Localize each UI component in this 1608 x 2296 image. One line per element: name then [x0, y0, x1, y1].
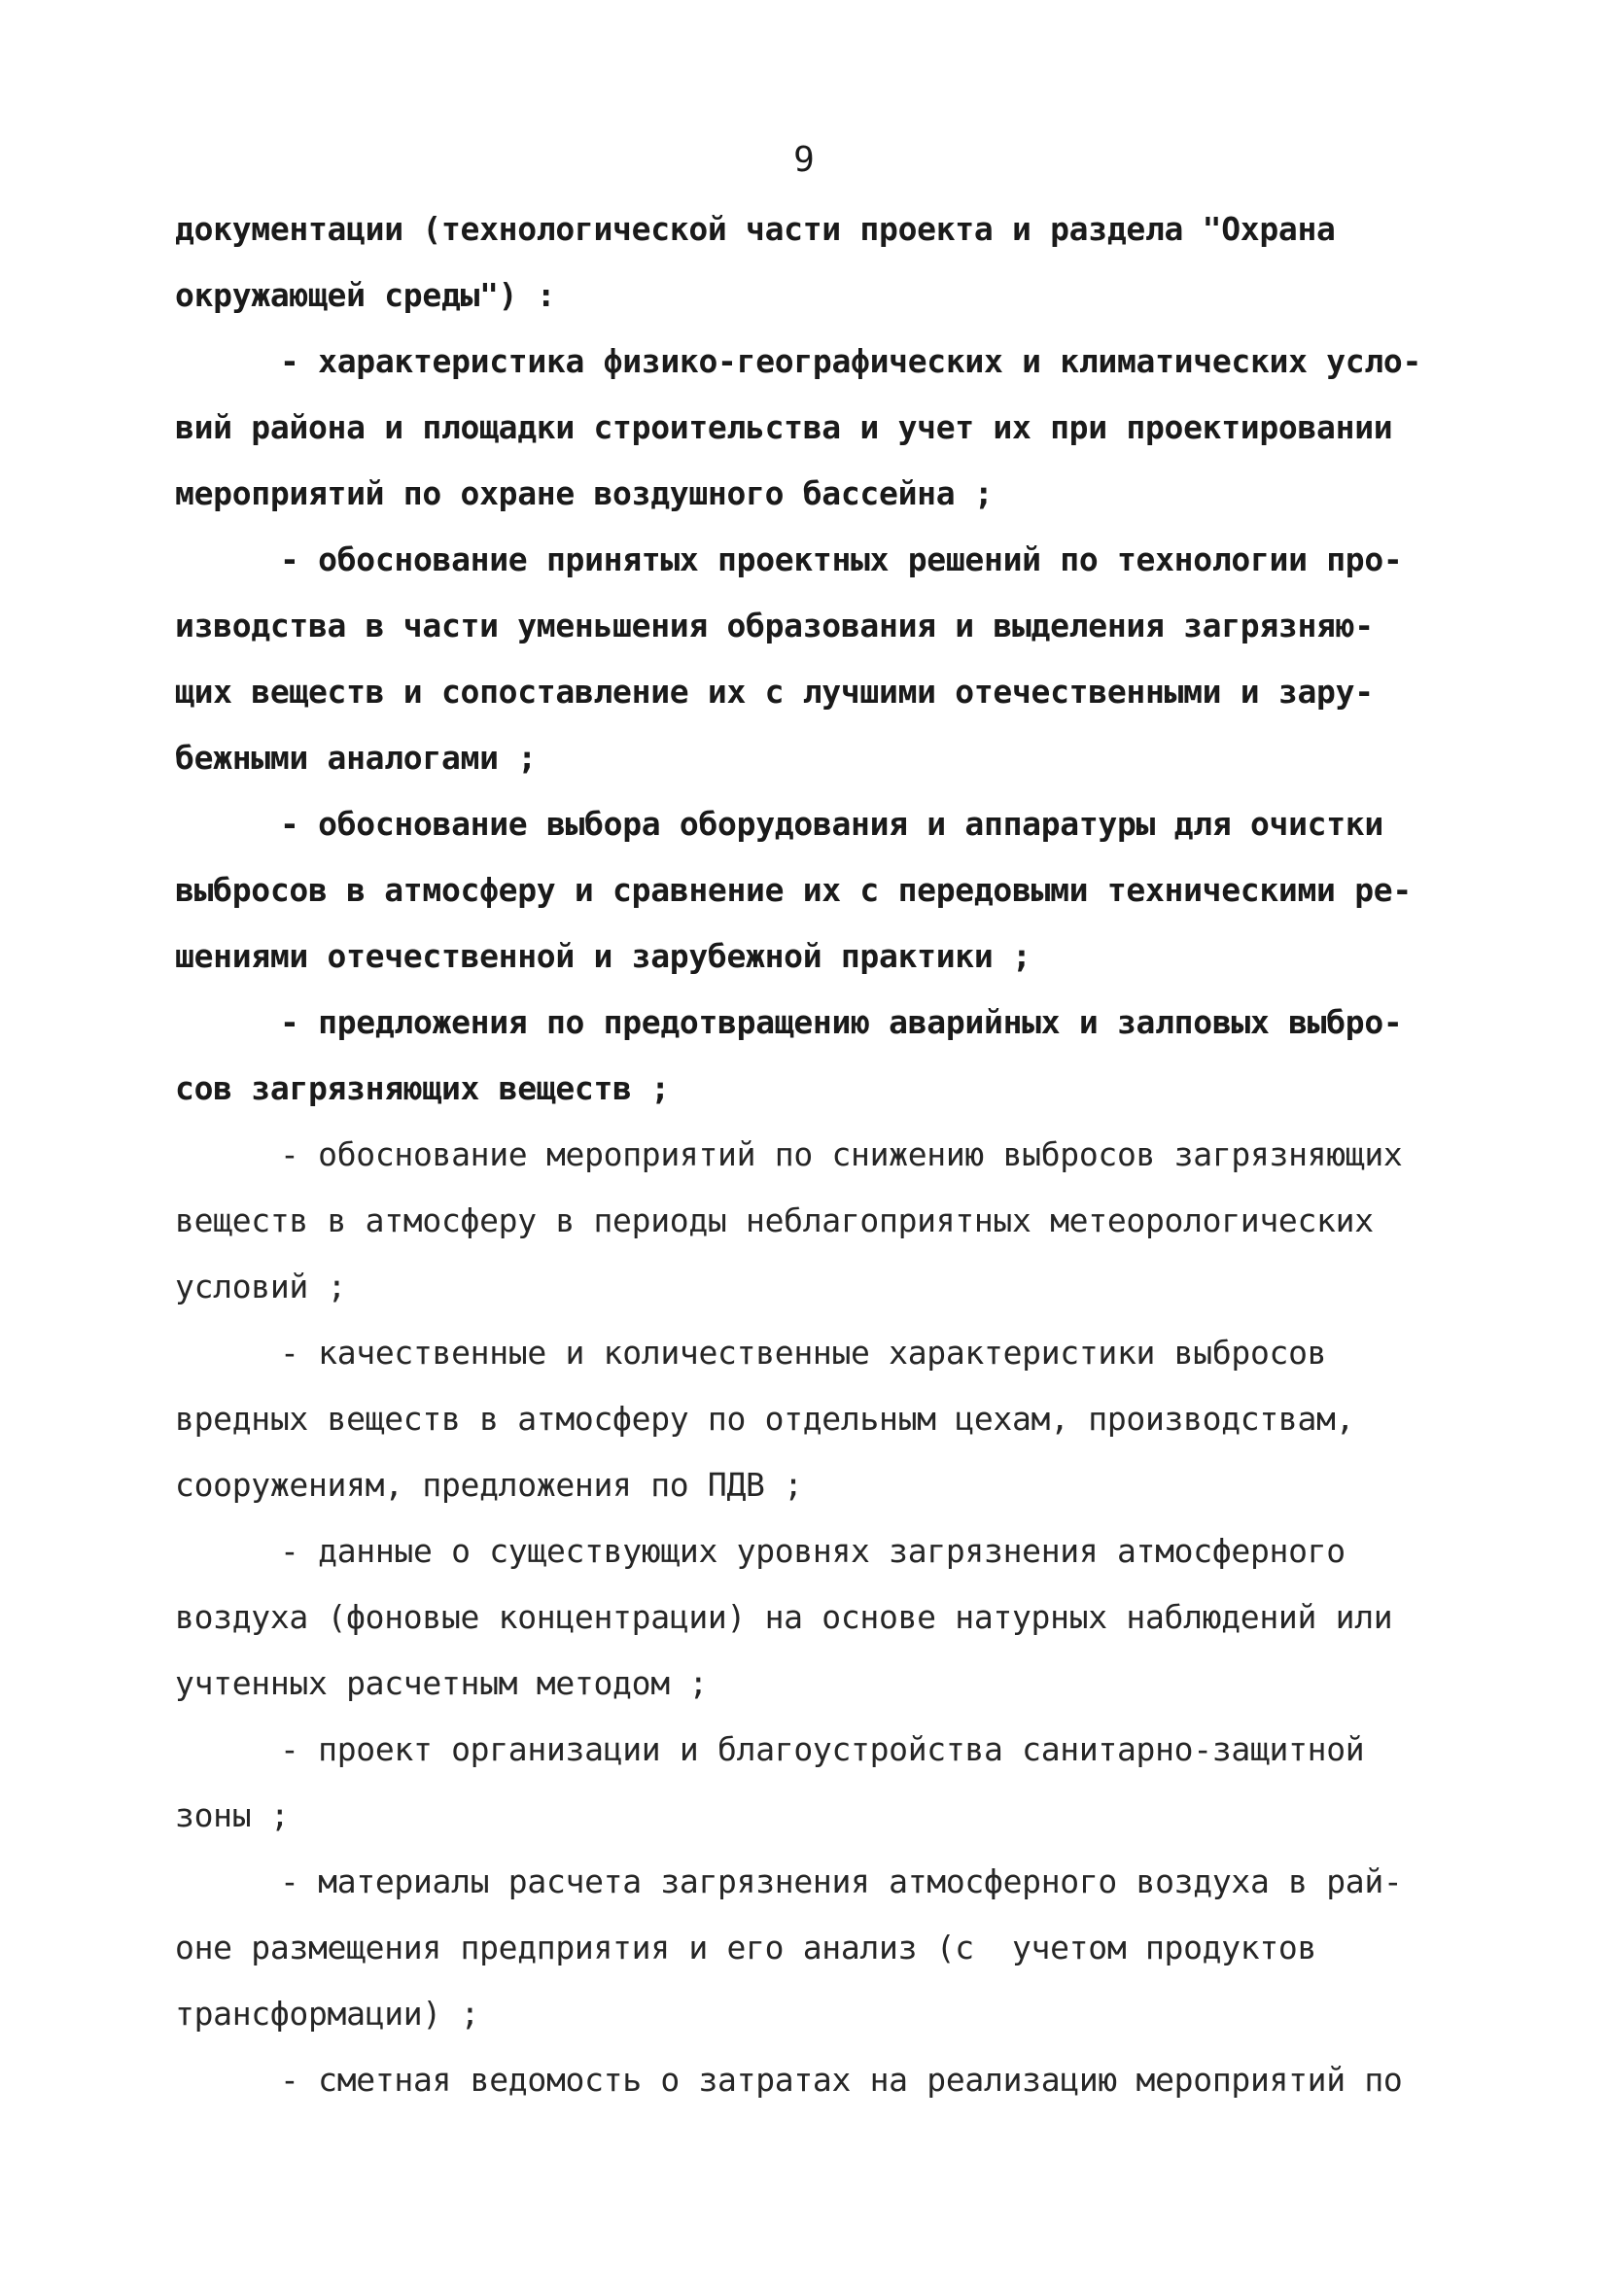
text-line: мероприятий по охране воздушного бассейна ; — [175, 474, 994, 512]
text-line: - материалы расчета загрязнения атмосферного воздуха в рай- — [280, 1862, 1403, 1900]
text-line: - данные о существующих уровнях загрязнения атмосферного — [280, 1532, 1346, 1570]
text-line: шениями отечественной и зарубежной практики ; — [175, 937, 1031, 975]
text-line: сооружениям, предложения по ПДВ ; — [175, 1466, 803, 1504]
document-body — [175, 196, 1478, 2113]
text-line: - качественные и количественные характеристики выбросов — [280, 1334, 1327, 1372]
text-line: веществ в атмосферу в периоды неблагоприятных метеорологических — [175, 1201, 1374, 1239]
text-line: - сметная ведомость о затратах на реализацию мероприятий по — [280, 2061, 1403, 2099]
text-line: зоны ; — [175, 1796, 290, 1834]
text-line: изводства в части уменьшения образования и выделения загрязняю- — [175, 607, 1374, 644]
list-item-equipment — [175, 791, 1478, 990]
text-line: сов загрязняющих веществ ; — [175, 1069, 670, 1107]
list-item-pollution-levels — [175, 1518, 1478, 1717]
text-line: бежными аналогами ; — [175, 739, 537, 777]
text-line: - обоснование мероприятий по снижению выбросов загрязняющих — [280, 1135, 1403, 1173]
list-item-climate — [175, 329, 1478, 527]
list-item-technology — [175, 527, 1478, 791]
list-item-weather — [175, 1122, 1478, 1320]
paragraph-intro — [175, 196, 1478, 329]
text-line: - обоснование выбора оборудования и аппаратуры для очистки — [280, 805, 1383, 843]
text-line: трансформации) ; — [175, 1995, 480, 2033]
list-item-accidents — [175, 990, 1478, 1122]
list-item-calculation — [175, 1849, 1478, 2047]
list-item-emissions — [175, 1320, 1478, 1518]
text-line: вий района и площадки строительства и учет их при проектировании — [175, 408, 1393, 446]
text-line: учтенных расчетным методом ; — [175, 1664, 708, 1702]
page-number: 9 — [793, 140, 815, 180]
text-line: - обоснование принятых проектных решений по технологии про- — [280, 540, 1403, 578]
text-line: окружающей среды") : — [175, 276, 556, 314]
text-line: оне размещения предприятия и его анализ (с учетом продуктов — [175, 1929, 1317, 1966]
text-line: выбросов в атмосферу и сравнение их с передовыми техническими ре- — [175, 871, 1412, 909]
list-item-cost-estimate — [175, 2047, 1478, 2113]
text-line: условий ; — [175, 1268, 347, 1305]
text-line: документации (технологической части проекта и раздела "Охрана — [175, 210, 1336, 248]
text-line: - проект организации и благоустройства санитарно-защитной — [280, 1730, 1365, 1768]
text-line: воздуха (фоновые концентрации) на основе натурных наблюдений или — [175, 1598, 1393, 1636]
text-line: щих веществ и сопоставление их с лучшими отечественными и зару- — [175, 673, 1374, 711]
text-line: - предложения по предотвращению аварийных и залповых выбро- — [280, 1003, 1403, 1041]
text-line: - характеристика физико-географических и климатических усло- — [280, 342, 1422, 380]
text-line: вредных веществ в атмосферу по отдельным цехам, производствам, — [175, 1400, 1355, 1438]
list-item-sanitary-zone — [175, 1717, 1478, 1849]
